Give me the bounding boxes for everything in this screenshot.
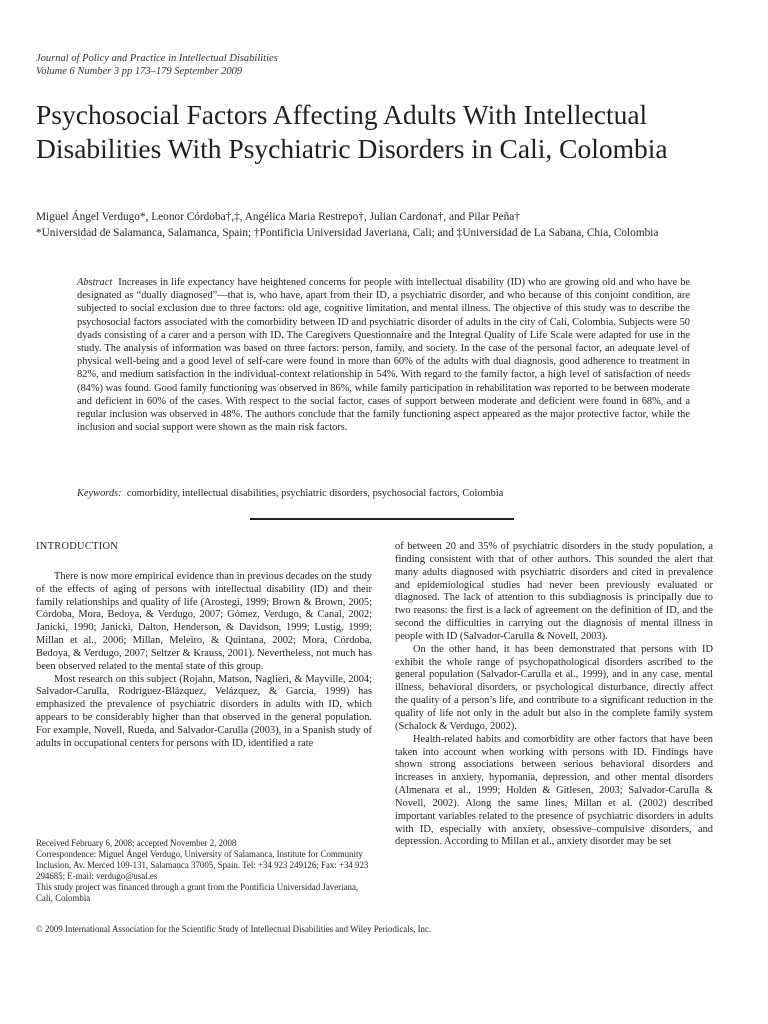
left-column	[36, 541, 372, 751]
section-divider	[250, 518, 514, 520]
journal-issue: Volume 6 Number 3 pp 173–179 September 2009	[36, 66, 243, 77]
keywords-text: comorbidity, intellectual disabilities, psychiatric disorders, psychosocial factors, Colombia	[126, 488, 504, 499]
right-column	[395, 541, 713, 849]
abstract-text: Increases in life expectancy have heightened concerns for people with intellectual disability (ID) who are growing old and who have be designated as “dually diagnosed”—that is, who have, apart from their ID, a psychiatric disorder, and who because of this conjoint condition, are subjected to social exclusion due to three factors: old age, cognitive limitation, and mental illness. The objective of this study was to describe the psychosocial factors associated with the comorbidity between ID and psychiatric disorder of adults in the city of Cali, Colombia. Subjects were 50 dyads consisting of a carer and a person with ID. The Caregivers Questionnaire and the Integral Quality of Life Scale were adapted for use in the study. The analysis of information was based on three factors: person, family, and society. In the case of the personal factor, an adequate level of physical well-being and a good level of self-care were found in more than 60% of the adults with dual diagnosis, good adherence to treatment in 82%, and medium satisfaction in the individual-context relationship in 54%. With regard to the family factor, a high level of satisfaction of needs (84%) was found. Good family functioning was observed in 86%, while family participation in rehabilitation was reported to be between moderate and deficient in 60% of the cases. With respect to the social factor, cases of support between moderate and deficient were found in 68%, and a regular inclusion was observed in 48%. The authors conclude that the family functioning aspect appeared as the major protective factor, while the inclusion and social support were shown as the main risk factors.	[77, 277, 690, 434]
journal-name: Journal of Policy and Practice in Intellectual Disabilities	[36, 53, 278, 64]
keywords-label: Keywords:	[77, 488, 122, 499]
article-footnote	[36, 838, 372, 904]
received-date: Received February 6, 2008; accepted November 2, 2008	[36, 838, 237, 848]
copyright-notice: © 2009 International Association for the Scientific Study of Intellectual Disabilities and Wiley Periodicals, Inc.	[36, 924, 432, 934]
section-heading-introduction: INTRODUCTION	[36, 541, 119, 552]
author-list: Miguel Ángel Verdugo*, Leonor Córdoba†,‡, Angélica Maria Restrepo†, Julian Cardona†, and Pilar Peña†	[36, 211, 520, 223]
affiliations: *Universidad de Salamanca, Salamanca, Spain; †Pontificia Universidad Javeriana, Cali; and ‡Universidad de La Sabana, Chia, Colombia	[36, 227, 659, 239]
funding-note: This study project was financed through a grant from the Pontificia Universidad Javeriana, Cali, Colombia	[36, 882, 359, 903]
body-paragraph: There is now more empirical evidence than in previous decades on the study of the effects of aging of persons with intellectual disability (ID) and their family relationships and quality of life (Arostegi, 1999; Brown & Brown, 2005; Córdoba, Mora, Bedoya, & Verdugo, 2007; Gómez, Verdugo, & Canal, 2002; Janicki, 1990; Janicki, Dalton, Henderson, & Davidson, 1999; Lustig, 1999; Millan et al., 2006; Millan, Meleiro, & Quintana, 2002; Mora, Córdoba, Bedoya, & Verdugo, 2007; Seltzer & Krauss, 2001). Nevertheless, not much has been observed related to the mental state of this group.	[36, 570, 372, 672]
abstract-label: Abstract	[77, 277, 113, 288]
author-block	[36, 209, 736, 241]
abstract	[77, 276, 690, 434]
body-paragraph: of between 20 and 35% of psychiatric disorders in the study population, a finding consistent with that of other authors. This sounded the alert that many adults diagnosed with psychiatric disorders and cited in prevalence and epidemiological studies had never been previously evaluated or diagnosed. The lack of attention to this subdiagnosis is principally due to two reasons: the first is a lack of agreement on the definition of ID, and the second the difficulties in carrying out the diagnosis of mental illness in people with ID (Salvador-Carulla & Novell, 2003).	[395, 541, 713, 642]
keywords	[77, 487, 690, 501]
journal-header	[36, 52, 278, 78]
body-paragraph: Health-related habits and comorbidity are other factors that have been taken into account when working with persons with ID. Findings have shown strong associations between serious behavioral disorders and increases in anxiety, hypomania, depression, and other mental disorders (Almenara et al., 1999; Holden & Gitlesen, 2003; Salvador-Carulla & Novell, 2002). Along the same lines, Millan et al. (2002) described important variables related to the presence of psychiatric disorders in adults with ID, especially with anxiety, obsessive–compulsive disorders, and depression. According to Millan et al., anxiety disorder may be set	[395, 733, 713, 848]
article-title: Psychosocial Factors Affecting Adults With Intellectual Disabilities With Psychiatric Disorders in Cali, Colombia	[36, 99, 668, 164]
correspondence: Correspondence: Miguel Ángel Verdugo, University of Salamanca, Institute for Community Inclusion, Av. Merced 109-131, Salamanca 37005, Spain. Tel: +34 923 249126; Fax: +34 923 294685; E-mail: verdugo@usal.es	[36, 849, 369, 881]
body-paragraph: Most research on this subject (Rojahn, Matson, Naglieri, & Mayville, 2004; Salvador-Carulla, Rodríguez-Blázquez, Velázquez, & García, 1999) has emphasized the prevalence of psychiatric disorders in adults with ID, which appears to be considerably higher than that observed in the general population. For example, Novell, Rueda, and Salvador-Carulla (2003), in a Spanish study of adults in occupational centers for persons with ID, identified a rate	[36, 673, 372, 749]
body-paragraph: On the other hand, it has been demonstrated that persons with ID exhibit the whole range of psychopathological disorders ascribed to the general population (Salvador-Carulla et al., 1999), and in any case, mental illness, behavioral disorders, or psychological disturbance, directly affect the quality of a person’s life, and contribute to a significant reduction in the quality of life not only in the adult but also in the complete family system (Schalock & Verdugo, 2002).	[395, 643, 713, 732]
